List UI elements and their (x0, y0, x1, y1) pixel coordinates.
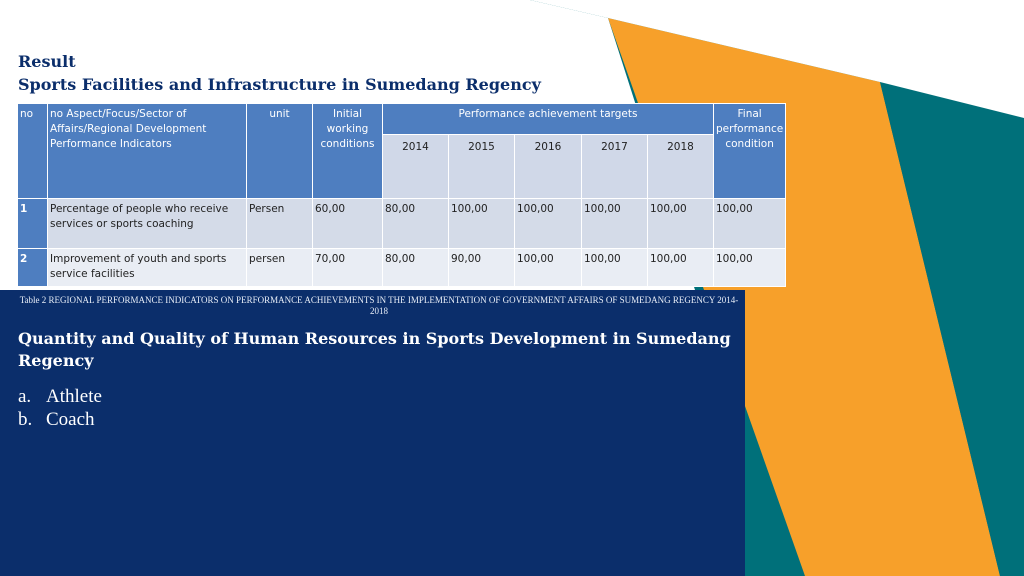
row-target: 80,00 (383, 249, 449, 287)
performance-table (17, 103, 786, 287)
header-indicator: no Aspect/Focus/Sector of Affairs/Regional Development Performance Indicators (48, 104, 247, 199)
row-target: 100,00 (449, 199, 515, 249)
list-item-text: Athlete (46, 386, 102, 407)
row-target: 100,00 (648, 249, 714, 287)
row-unit: persen (247, 249, 313, 287)
row-final: 100,00 (714, 249, 786, 287)
row-target: 100,00 (648, 199, 714, 249)
section-heading: Quantity and Quality of Human Resources in Sports Development in Sumedang Regency (18, 329, 731, 370)
header-targets: Performance achievement targets (383, 104, 714, 135)
list-marker: a. (18, 386, 32, 407)
list-marker: b. (18, 409, 33, 430)
row-indicator: Improvement of youth and sports service facilities (48, 249, 247, 287)
row-target: 100,00 (582, 199, 648, 249)
row-indicator: Percentage of people who receive services or sports coaching (48, 199, 247, 249)
page-title: Sports Facilities and Infrastructure in Sumedang Regency (18, 75, 541, 94)
row-target: 100,00 (582, 249, 648, 287)
row-number: 2 (18, 249, 48, 287)
row-final: 100,00 (714, 199, 786, 249)
list-item (18, 386, 102, 408)
list-item-text: Coach (46, 409, 95, 430)
list-item (18, 409, 95, 431)
row-initial: 70,00 (313, 249, 383, 287)
row-target: 90,00 (449, 249, 515, 287)
table-row (18, 249, 786, 287)
table-caption: Table 2 REGIONAL PERFORMANCE INDICATORS ON PERFORMANCE ACHIEVEMENTS IN THE IMPLEMENTATION OF GOVERNMENT AFFAIRS OF SUMEDANG REGENCY 2014-2018 (19, 295, 739, 316)
row-target: 100,00 (515, 199, 582, 249)
header-no: no (18, 104, 48, 199)
table-row (18, 199, 786, 249)
row-unit: Persen (247, 199, 313, 249)
header-initial: Initial working conditions (313, 104, 383, 199)
header-final: Final performance condition (714, 104, 786, 199)
row-target: 100,00 (515, 249, 582, 287)
header-year: 2014 (383, 135, 449, 199)
header-year: 2017 (582, 135, 648, 199)
header-year: 2015 (449, 135, 515, 199)
header-year: 2016 (515, 135, 582, 199)
result-title: Result (18, 52, 76, 71)
row-initial: 60,00 (313, 199, 383, 249)
row-number: 1 (18, 199, 48, 249)
header-unit: unit (247, 104, 313, 199)
header-year: 2018 (648, 135, 714, 199)
row-target: 80,00 (383, 199, 449, 249)
